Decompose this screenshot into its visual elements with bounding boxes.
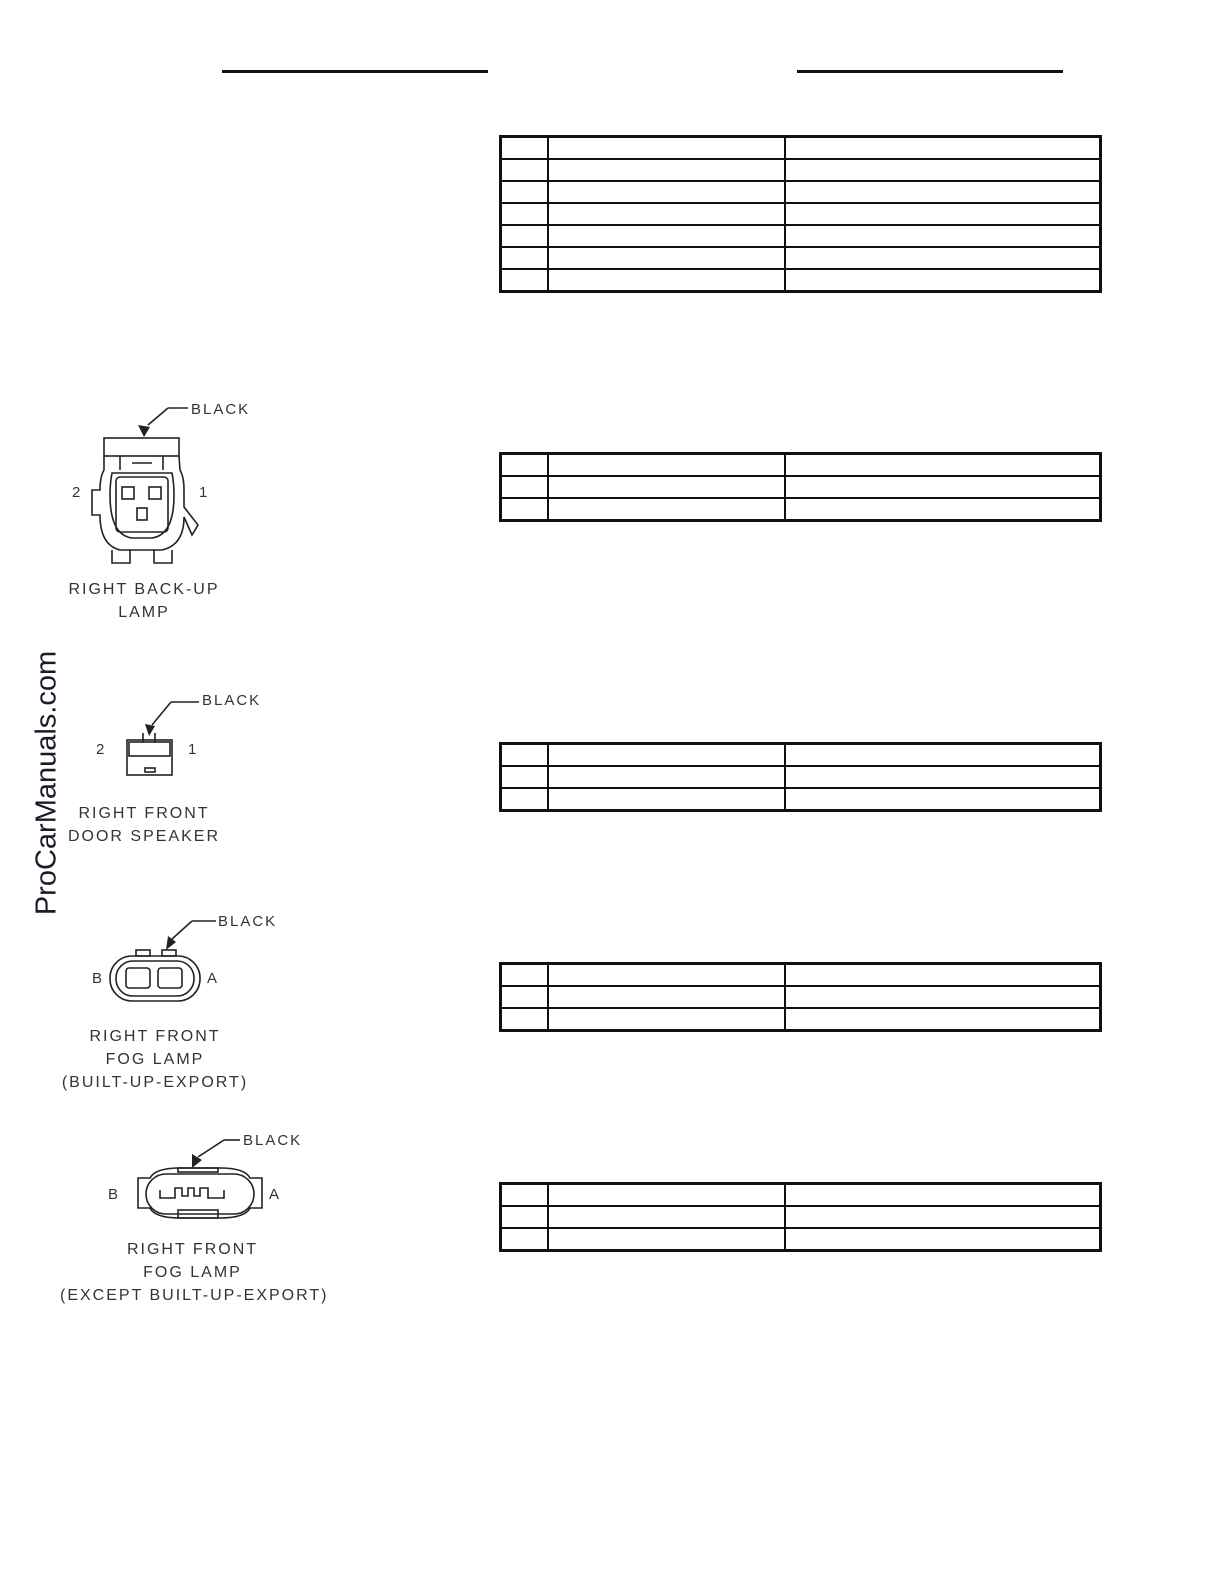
table-row [501,788,1101,811]
fog-lamp-export-color-label: BLACK [218,913,278,930]
fog-lamp-export-pin-right: A [207,970,220,987]
pin-table-fog-lamp-except-export [499,1182,1102,1252]
caption-line: RIGHT FRONT [89,1028,221,1045]
pin-table-backup-lamp [499,452,1102,522]
table-row [501,269,1101,292]
pin-table-top [499,135,1102,293]
door-speaker-pin-left: 2 [96,741,107,758]
caption-line: (EXCEPT BUILT-UP-EXPORT) [60,1287,329,1304]
caption-line: RIGHT BACK-UP [68,581,220,598]
caption-line: RIGHT FRONT [126,1241,259,1258]
table-row [501,247,1101,269]
table-row [501,203,1101,225]
caption-line: RIGHT FRONT [78,805,210,822]
header-rule-right [797,70,1063,73]
table-row [501,1184,1101,1207]
table-row [501,498,1101,521]
fog-lamp-export-caption [60,1025,250,1094]
pin-table-fog-lamp-export [499,962,1102,1032]
backup-lamp-color-label: BLACK [191,401,251,418]
door-speaker-color-label: BLACK [202,692,262,709]
table-row [501,181,1101,203]
table-row [501,159,1101,181]
fog-lamp-except-export-color-label: BLACK [243,1132,303,1149]
table-row [501,476,1101,498]
fog-lamp-except-export-pin-left: B [108,1186,121,1203]
table-row [501,986,1101,1008]
table-row [501,964,1101,987]
pin-table-door-speaker [499,742,1102,812]
fog-lamp-except-export-pin-right: A [269,1186,282,1203]
fog-lamp-export-pin-left: B [92,970,105,987]
table-row [501,225,1101,247]
table-row [501,137,1101,160]
header-rule-left [222,70,488,73]
backup-lamp-caption [60,578,228,624]
caption-line: FOG LAMP [105,1051,205,1068]
door-speaker-caption [60,802,228,848]
backup-lamp-pin-right: 1 [199,484,210,501]
fog-lamp-except-export-caption [60,1238,329,1307]
table-row [501,1206,1101,1228]
caption-line: LAMP [118,604,170,621]
door-speaker-connector-drawing [115,690,215,785]
table-row [501,1228,1101,1251]
table-row [501,744,1101,767]
table-row [501,766,1101,788]
backup-lamp-pin-left: 2 [72,484,83,501]
caption-line: DOOR SPEAKER [67,828,221,845]
door-speaker-pin-right: 1 [188,741,199,758]
table-row [501,454,1101,477]
caption-line: FOG LAMP [143,1264,242,1281]
backup-lamp-connector-drawing [80,395,220,570]
watermark: ProCarManuals.com [30,650,63,916]
caption-line: (BUILT-UP-EXPORT) [61,1074,249,1091]
table-row [501,1008,1101,1031]
